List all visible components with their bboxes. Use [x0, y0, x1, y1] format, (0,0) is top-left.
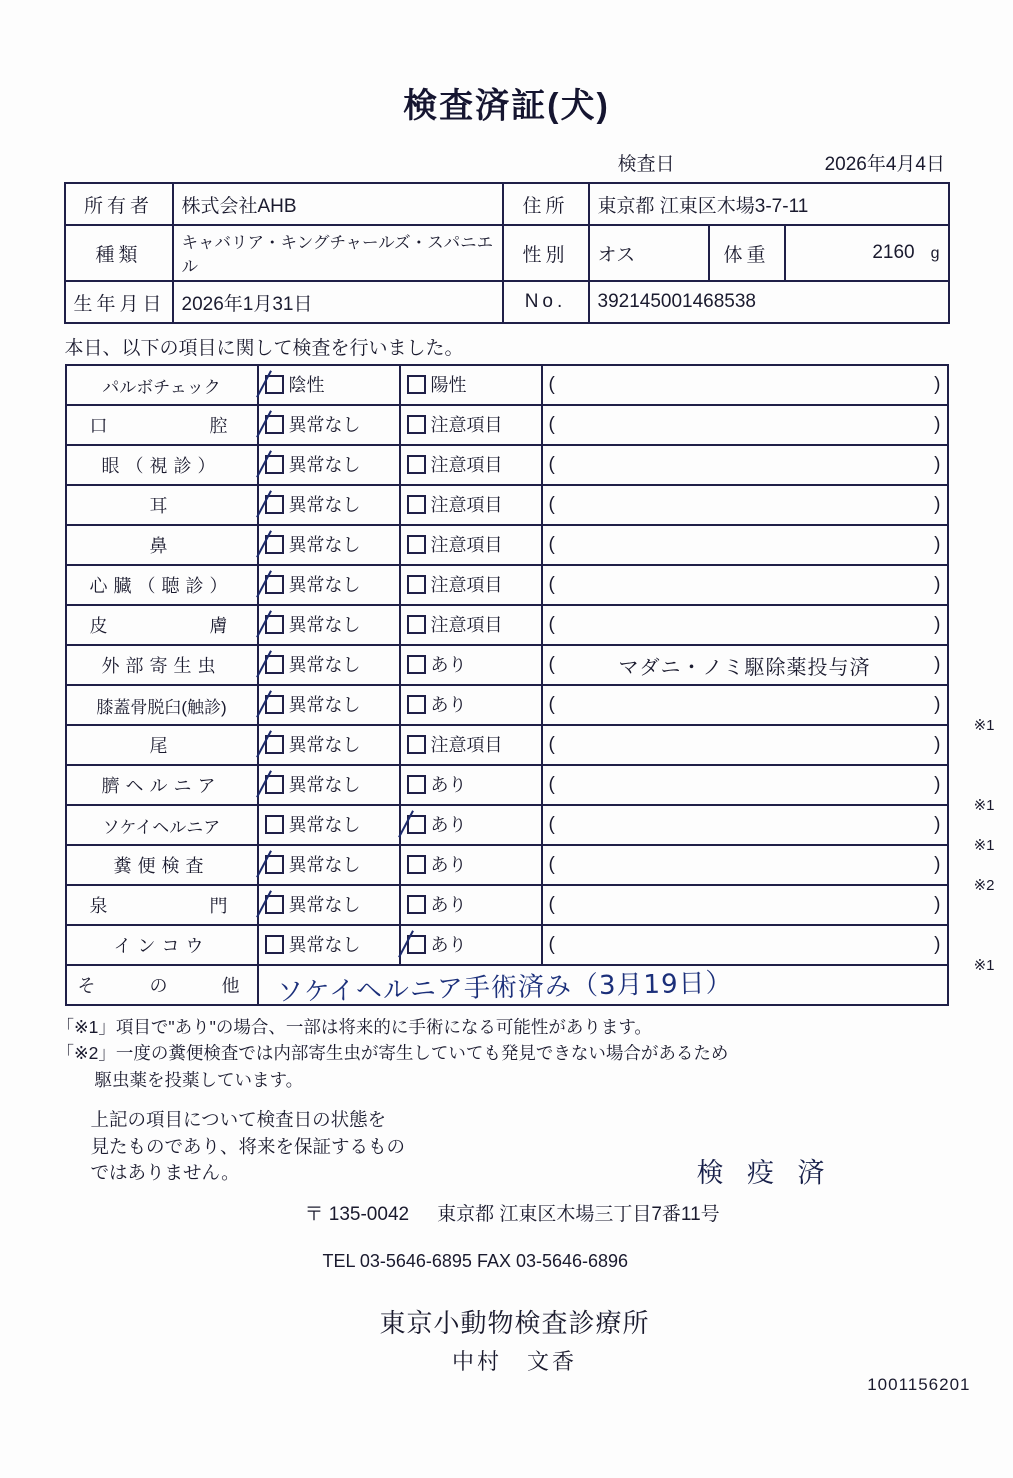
close-paren: ) [934, 894, 941, 915]
checklist-remark-cell [542, 405, 948, 445]
checklist-option-2[interactable] [400, 805, 542, 845]
checkbox-icon[interactable] [407, 535, 426, 554]
footnote-marker: ※1 [973, 837, 995, 854]
close-paren: ) [934, 454, 941, 475]
table-row [66, 405, 948, 445]
open-paren: ( [548, 774, 555, 795]
checklist-option-1[interactable] [258, 765, 400, 805]
page-title: 検査済証(犬) [403, 87, 610, 125]
footer-block [37, 1107, 977, 1407]
other-handwritten-note: ソケイヘルニア手術済み（3月19日） [276, 967, 733, 1008]
checkbox-icon[interactable] [265, 895, 284, 914]
exam-date-row [0, 127, 1013, 182]
weight-value: 2160 [872, 242, 915, 263]
checklist-option-1[interactable] [258, 725, 400, 765]
close-paren: ) [934, 574, 941, 595]
checklist-option-1[interactable] [258, 445, 400, 485]
checklist-option-2[interactable] [400, 845, 542, 885]
checklist-option-2-label: 注意項目 [430, 535, 503, 556]
checklist-option-1[interactable] [258, 885, 400, 925]
disclaimer-line-1: 上記の項目について検査日の状態を [90, 1108, 387, 1130]
checklist-option-2[interactable] [400, 765, 542, 805]
checklist-option-2[interactable] [400, 725, 542, 765]
checklist-option-1[interactable] [258, 485, 400, 525]
checkbox-icon[interactable] [407, 855, 426, 874]
checklist-item-label: 皮 膚 [66, 605, 258, 645]
checklist-option-2[interactable] [400, 565, 542, 605]
disclaimer [91, 1107, 406, 1187]
checklist-remark-cell [542, 765, 995, 814]
checklist-option-2-label: 注意項目 [430, 455, 503, 476]
table-row [65, 183, 949, 225]
checklist-option-1-label: 異常なし [288, 775, 361, 796]
checklist-item-label: 眼（視診） [66, 445, 258, 485]
checklist-remark-cell [542, 365, 948, 405]
checkbox-icon[interactable] [265, 535, 284, 554]
checklist-option-1[interactable] [258, 525, 400, 565]
checkbox-icon[interactable] [265, 655, 284, 674]
checkbox-icon[interactable] [265, 495, 284, 514]
checklist-option-2[interactable] [400, 365, 542, 405]
other-value-cell [258, 965, 948, 1008]
checklist-item-label: 耳 [66, 485, 258, 525]
checklist-option-1-label: 異常なし [288, 935, 361, 956]
checklist-option-2[interactable] [400, 885, 542, 925]
close-paren: ) [934, 854, 941, 875]
checklist-option-1-label: 異常なし [288, 895, 361, 916]
checkbox-icon[interactable] [407, 415, 426, 434]
birthdate-label: 生年月日 [65, 281, 173, 323]
checklist-item-label: 心臓（聴診） [66, 565, 258, 605]
footnote-1: 「※1」項目で"あり"の場合、一部は将来的に手術になる可能性があります。 [56, 1017, 652, 1037]
checklist-option-1-label: 異常なし [288, 855, 361, 876]
table-row [66, 885, 948, 925]
checkbox-icon[interactable] [407, 815, 426, 834]
checkbox-icon[interactable] [407, 615, 426, 634]
checklist-option-2-label: あり [430, 935, 467, 956]
checklist-item-label: 尾 [66, 725, 258, 765]
close-paren: ) [934, 494, 941, 515]
checklist-option-2-label: あり [430, 815, 467, 836]
footnote-marker: ※1 [973, 957, 995, 974]
checklist-option-1-label: 異常なし [288, 735, 361, 756]
checkbox-icon[interactable] [407, 695, 426, 714]
close-paren: ) [934, 374, 941, 395]
checklist-option-2[interactable] [400, 485, 542, 525]
checklist-item-label: インコウ [66, 925, 258, 965]
open-paren: ( [548, 454, 555, 475]
clinic-name: 東京小動物検査診療所 [379, 1307, 650, 1338]
checklist-option-1[interactable] [258, 685, 400, 725]
clinic-telephone: TEL 03-5646-6895 FAX 03-5646-6896 [322, 1250, 629, 1271]
table-row [66, 365, 948, 405]
checklist-option-2[interactable] [400, 445, 542, 485]
close-paren: ) [934, 654, 941, 675]
breed-label: 種類 [65, 225, 173, 281]
open-paren: ( [548, 494, 555, 515]
checklist-option-1-label: 異常なし [288, 815, 361, 836]
address-value: 東京都 江東区木場3-7-11 [589, 183, 949, 225]
other-label: そ の 他 [66, 965, 258, 1005]
checklist-item-label: 口 腔 [66, 405, 258, 445]
checklist-remark-text: マダニ・ノミ駆除薬投与済 [618, 656, 871, 679]
checkbox-icon[interactable] [265, 935, 284, 954]
registration-no-label: No. [503, 281, 589, 323]
checklist-option-1-label: 異常なし [288, 495, 361, 516]
close-paren: ) [934, 534, 941, 555]
owner-label: 所有者 [65, 183, 173, 225]
checklist-item-label: 膝蓋骨脱臼(触診) [66, 685, 258, 725]
owner-info-table [64, 182, 950, 324]
table-row [66, 845, 948, 885]
checkbox-icon[interactable] [407, 495, 426, 514]
checklist-option-1[interactable] [258, 565, 400, 605]
registration-no-value: 392145001468538 [589, 281, 949, 323]
checklist-option-2-label: 陽性 [430, 375, 467, 396]
checkbox-icon[interactable] [265, 575, 284, 594]
checklist-option-1-label: 陰性 [288, 375, 325, 396]
checklist-option-2-label: 注意項目 [430, 495, 503, 516]
table-row [66, 685, 948, 725]
table-row [66, 805, 948, 845]
exam-date-value: 2026年4月4日 [824, 154, 945, 175]
checkbox-icon[interactable] [265, 695, 284, 714]
checklist-option-1-label: 異常なし [288, 615, 361, 636]
checklist-remark-cell [542, 805, 995, 854]
checklist-remark-cell [542, 685, 995, 734]
checklist-item-label: パルボチェック [66, 365, 258, 405]
close-paren: ) [934, 934, 941, 955]
checklist-option-2-label: あり [430, 695, 467, 716]
owner-value: 株式会社AHB [173, 183, 503, 225]
table-row [65, 281, 949, 323]
checkbox-icon[interactable] [265, 415, 284, 434]
checklist-option-2[interactable] [400, 605, 542, 645]
checklist-option-2[interactable] [400, 925, 542, 965]
table-row [66, 645, 948, 685]
checklist-item-label: 臍ヘルニア [66, 765, 258, 805]
table-row [66, 965, 948, 1005]
open-paren: ( [548, 894, 555, 915]
table-row [66, 485, 948, 525]
close-paren: ) [934, 614, 941, 635]
checklist-option-2-label: 注意項目 [430, 415, 503, 436]
checklist-option-1[interactable] [258, 365, 400, 405]
checklist-remark-cell [542, 725, 948, 765]
table-row [65, 225, 949, 281]
checkbox-icon[interactable] [265, 455, 284, 474]
footnote-marker: ※2 [973, 877, 995, 894]
checkbox-icon[interactable] [407, 935, 426, 954]
checkbox-icon[interactable] [407, 455, 426, 474]
footnote-2: 「※2」一度の糞便検査では内部寄生虫が寄生していても発見できない場合があるため [56, 1043, 729, 1064]
open-paren: ( [548, 934, 555, 955]
checklist-option-1[interactable] [258, 405, 400, 445]
table-row [66, 445, 948, 485]
sex-label: 性別 [503, 225, 589, 281]
checklist-option-1-label: 異常なし [288, 655, 361, 676]
footnotes [57, 1014, 957, 1093]
footnote-2-continued: 駆虫薬を投薬しています。 [94, 1069, 304, 1090]
close-paren: ) [934, 694, 941, 715]
checklist-item-label: 鼻 [66, 525, 258, 565]
open-paren: ( [548, 854, 555, 875]
quarantine-stamp: 検 疫 済 [696, 1157, 833, 1188]
checklist-option-1[interactable] [258, 645, 400, 685]
open-paren: ( [548, 614, 555, 635]
table-row [66, 605, 948, 645]
checklist-remark-cell [542, 525, 948, 565]
open-paren: ( [548, 654, 555, 675]
table-row [66, 565, 948, 605]
checkbox-icon[interactable] [265, 775, 284, 794]
checklist-option-2-label: 注意項目 [430, 575, 503, 596]
address-label: 住所 [503, 183, 589, 225]
checklist-option-1-label: 異常なし [288, 535, 361, 556]
table-row [66, 525, 948, 565]
disclaimer-line-2: 見たものであり、将来を保証するもの [90, 1135, 406, 1157]
open-paren: ( [548, 694, 555, 715]
clinic-address-text: 東京都 江東区木場三丁目7番11号 [437, 1203, 720, 1225]
checkbox-icon[interactable] [407, 735, 426, 754]
checklist-option-1[interactable] [258, 925, 400, 965]
table-row [66, 925, 948, 965]
serial-number: 1001156201 [867, 1374, 971, 1394]
checklist-option-1[interactable] [258, 845, 400, 885]
birthdate-value: 2026年1月31日 [173, 281, 503, 323]
checklist-option-1-label: 異常なし [288, 455, 361, 476]
checklist-item-label: ソケイヘルニア [66, 805, 258, 845]
checklist-option-2[interactable] [400, 685, 542, 725]
checklist-option-2-label: あり [430, 895, 467, 916]
checklist-remark-cell [542, 645, 948, 685]
checkbox-icon[interactable] [407, 375, 426, 394]
checklist-option-2-label: あり [430, 775, 467, 796]
disclaimer-line-3: ではありません。 [90, 1162, 240, 1184]
checklist-remark-cell [542, 885, 948, 925]
breed-value: キャバリア・キングチャールズ・スパニエル [173, 225, 503, 281]
checkbox-icon[interactable] [265, 375, 284, 394]
checklist-option-1-label: 異常なし [288, 695, 361, 716]
checkbox-icon[interactable] [407, 655, 426, 674]
checklist-option-2[interactable] [400, 405, 542, 445]
open-paren: ( [548, 414, 555, 435]
close-paren: ) [934, 734, 941, 755]
checklist-option-2-label: 注意項目 [430, 615, 503, 636]
close-paren: ) [934, 814, 941, 835]
clinic-address [305, 1199, 720, 1226]
checklist-option-1-label: 異常なし [288, 575, 361, 596]
checkbox-icon[interactable] [407, 775, 426, 794]
checklist-item-label: 外部寄生虫 [66, 645, 258, 685]
open-paren: ( [548, 574, 555, 595]
checklist-remark-cell [542, 485, 948, 525]
checklist-remark-cell [542, 845, 995, 894]
checklist-remark-cell [542, 565, 948, 605]
checkbox-icon[interactable] [265, 855, 284, 874]
close-paren: ) [934, 414, 941, 435]
footnote-marker: ※1 [973, 797, 995, 814]
checklist-option-1[interactable] [258, 805, 400, 845]
checklist-remark-cell [542, 925, 995, 974]
inspection-checklist-table [65, 364, 995, 1008]
weight-unit: g [930, 245, 940, 262]
exam-date-label: 検査日 [617, 154, 675, 175]
table-row [66, 765, 948, 805]
checklist-option-1[interactable] [258, 605, 400, 645]
checklist-option-2-label: あり [430, 655, 467, 676]
checklist-option-2-label: 注意項目 [430, 735, 503, 756]
checklist-option-2-label: あり [430, 855, 467, 876]
checkbox-icon[interactable] [265, 735, 284, 754]
checklist-remark-cell [542, 445, 948, 485]
checklist-option-2[interactable] [400, 645, 542, 685]
open-paren: ( [548, 534, 555, 555]
weight-label: 体重 [709, 225, 785, 281]
checkbox-icon[interactable] [265, 815, 284, 834]
checklist-remark-cell [542, 605, 948, 645]
veterinarian-name: 中村 文香 [451, 1348, 577, 1374]
checklist-option-2[interactable] [400, 525, 542, 565]
checkbox-icon[interactable] [407, 895, 426, 914]
clinic-zip: 〒 135-0042 [304, 1203, 410, 1225]
weight-value-cell [785, 225, 949, 281]
checklist-item-label: 泉 門 [66, 885, 258, 925]
checklist-option-1-label: 異常なし [288, 415, 361, 436]
exam-notice: 本日、以下の項目に関して検査を行いました。 [64, 338, 464, 359]
close-paren: ) [934, 774, 941, 795]
open-paren: ( [548, 734, 555, 755]
table-row [66, 725, 948, 765]
open-paren: ( [548, 374, 555, 395]
open-paren: ( [548, 814, 555, 835]
checkbox-icon[interactable] [407, 575, 426, 594]
checklist-item-label: 糞便検査 [66, 845, 258, 885]
sex-value: オス [589, 225, 709, 281]
checkbox-icon[interactable] [265, 615, 284, 634]
footnote-marker: ※1 [973, 717, 995, 734]
